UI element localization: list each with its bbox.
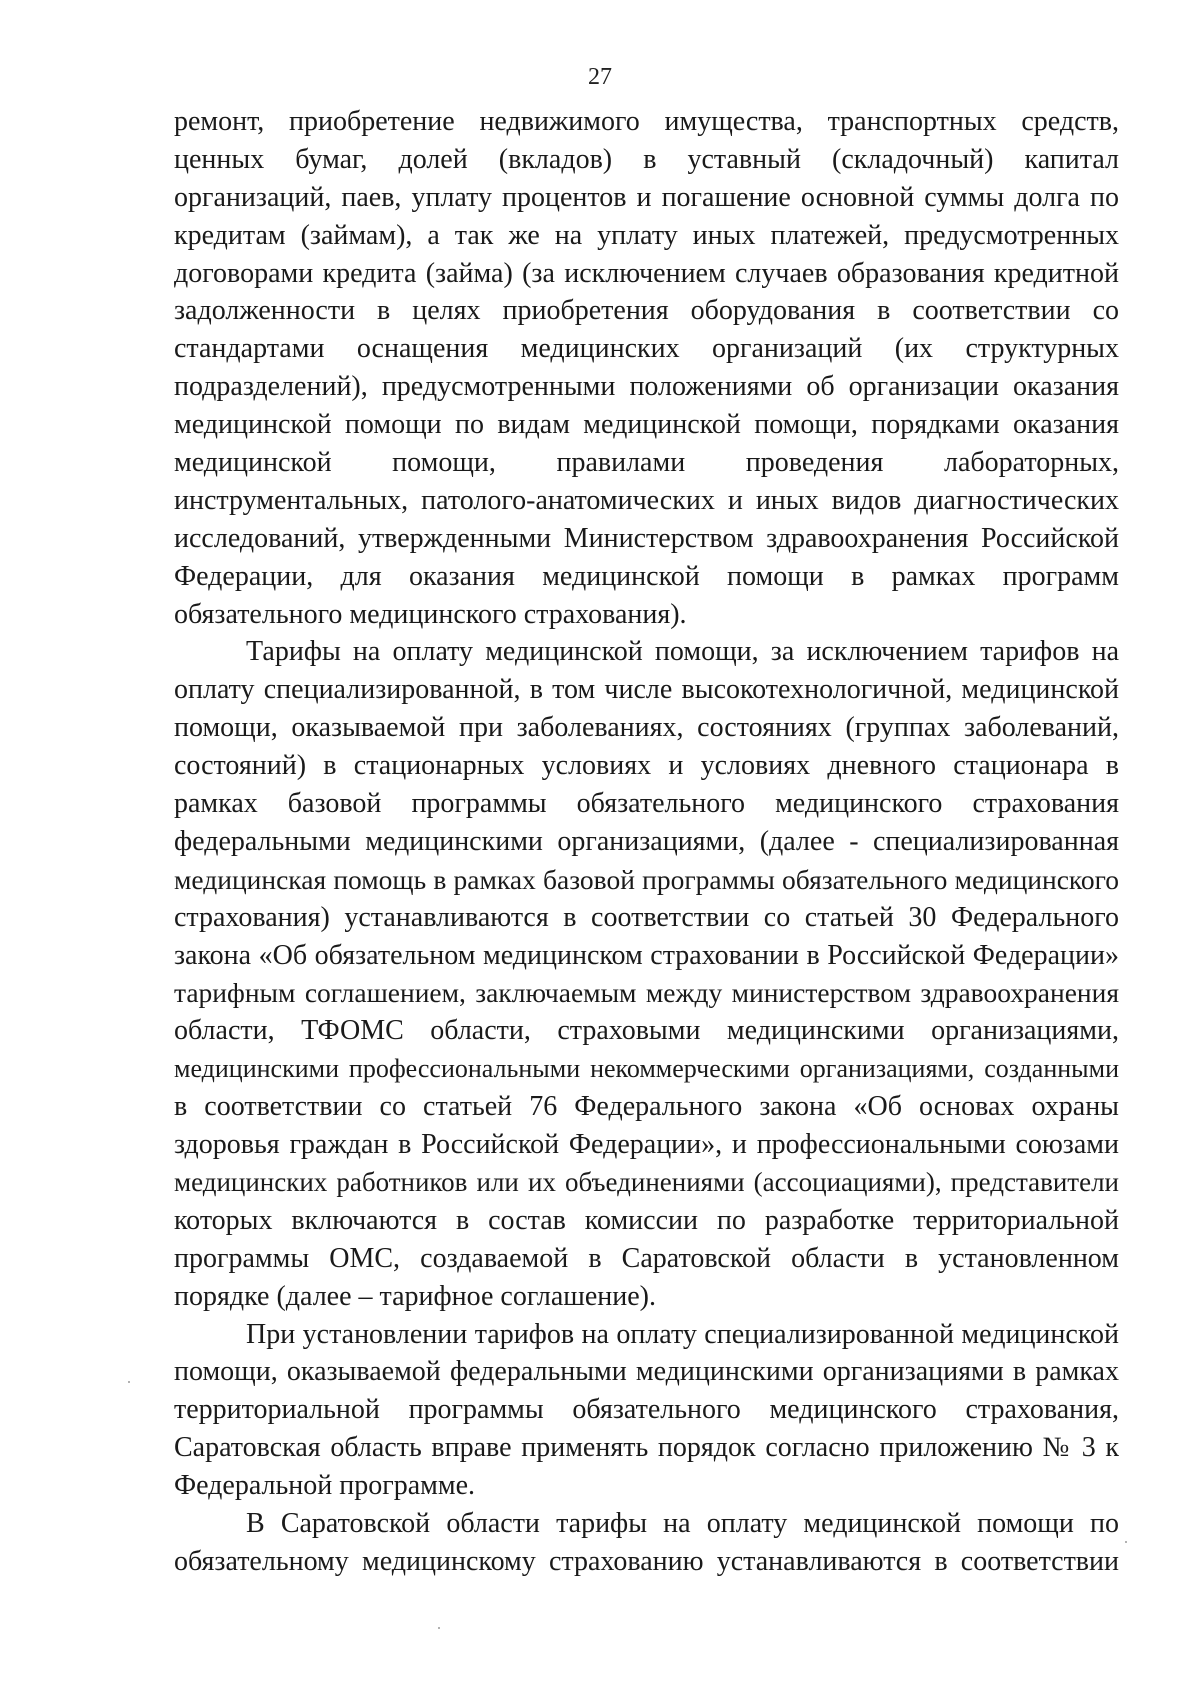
text-line: подразделений), предусмотренными положениями об организации оказания [174, 371, 1119, 403]
text-line: федеральными медицинскими организациями, (далее - специализированная [174, 825, 1119, 857]
text-line: Федеральной программе. [174, 1470, 475, 1502]
text-line: кредитам (займам), а так же на уплату иных платежей, предусмотренных [174, 219, 1119, 251]
text-line: исследований, утвержденными Министерством здравоохранения Российской [174, 522, 1119, 554]
text-line: медицинскими профессиональными некоммерческими организациями, созданными [174, 1054, 1119, 1084]
text-line: помощи, оказываемой федеральными медицинскими организациями в рамках [174, 1356, 1119, 1388]
text-line: ремонт, приобретение недвижимого имущества, транспортных средств, [174, 106, 1119, 137]
text-line: состояний) в стационарных условиях и условиях дневного стационара в [174, 750, 1119, 782]
text-line: задолженности в целях приобретения оборудования в соответствии со [174, 295, 1119, 327]
text-line: рамках базовой программы обязательного медицинского страхования [174, 788, 1119, 820]
paragraph-2 [174, 633, 1119, 1315]
text-line: медицинской помощи, правилами проведения лабораторных, [174, 447, 1119, 479]
paragraph-3 [174, 1316, 1119, 1505]
text-line: обязательного медицинского страхования). [174, 598, 687, 630]
text-line: в соответствии со статьей 76 Федерального закона «Об основах охраны [174, 1091, 1119, 1123]
text-line: Саратовская область вправе применять порядок согласно приложению № 3 к [174, 1432, 1119, 1464]
paragraph-1 [174, 103, 1119, 633]
text-line: страхования) устанавливаются в соответствии со статьей 30 Федерального [174, 901, 1119, 933]
text-line: программы ОМС, создаваемой в Саратовской области в установленном [174, 1242, 1119, 1274]
text-line: порядке (далее – тарифное соглашение). [174, 1280, 657, 1312]
text-line: медицинской помощи по видам медицинской помощи, порядками оказания [174, 409, 1119, 441]
paragraph-4 [174, 1505, 1119, 1581]
text-line: области, ТФОМС области, страховыми медицинскими организациями, [174, 1015, 1119, 1047]
scan-speck [1125, 1541, 1127, 1543]
text-line: которых включаются в состав комиссии по разработке территориальной [174, 1204, 1119, 1236]
text-line: здоровья граждан в Российской Федерации», и профессиональными союзами [174, 1129, 1119, 1161]
scan-speck [128, 1381, 130, 1383]
text-line: тарифным соглашением, заключаемым между министерством здравоохранения [174, 977, 1119, 1009]
text-line: Федерации, для оказания медицинской помощи в рамках программ [174, 560, 1119, 592]
text-line: В Саратовской области тарифы на оплату медицинской помощи по [246, 1507, 1119, 1539]
text-line: обязательному медицинскому страхованию устанавливаются в соответствии [174, 1545, 1119, 1577]
text-line: помощи, оказываемой при заболеваниях, состояниях (группах заболеваний, [174, 712, 1119, 744]
page-number: 27 [588, 64, 612, 90]
text-line: Тарифы на оплату медицинской помощи, за исключением тарифов на [246, 636, 1119, 668]
document-body [174, 103, 1119, 1581]
text-line: оплату специализированной, в том числе высокотехнологичной, медицинской [174, 674, 1119, 706]
text-line: При установлении тарифов на оплату специализированной медицинской [246, 1318, 1119, 1350]
text-line: медицинская помощь в рамках базовой программы обязательного медицинского [174, 863, 1119, 895]
text-line: стандартами оснащения медицинских организаций (их структурных [174, 333, 1119, 365]
scan-speck [438, 1627, 440, 1629]
text-line: закона «Об обязательном медицинском страховании в Российской Федерации» [174, 939, 1119, 971]
text-line: ценных бумаг, долей (вкладов) в уставный (складочный) капитал [174, 143, 1119, 175]
text-line: организаций, паев, уплату процентов и погашение основной суммы долга по [174, 181, 1119, 213]
text-line: медицинских работников или их объединениями (ассоциациями), представители [174, 1166, 1119, 1197]
text-line: инструментальных, патолого-анатомических и иных видов диагностических [174, 484, 1119, 516]
text-line: договорами кредита (займа) (за исключением случаев образования кредитной [174, 257, 1119, 289]
text-line: территориальной программы обязательного медицинского страхования, [174, 1394, 1119, 1426]
